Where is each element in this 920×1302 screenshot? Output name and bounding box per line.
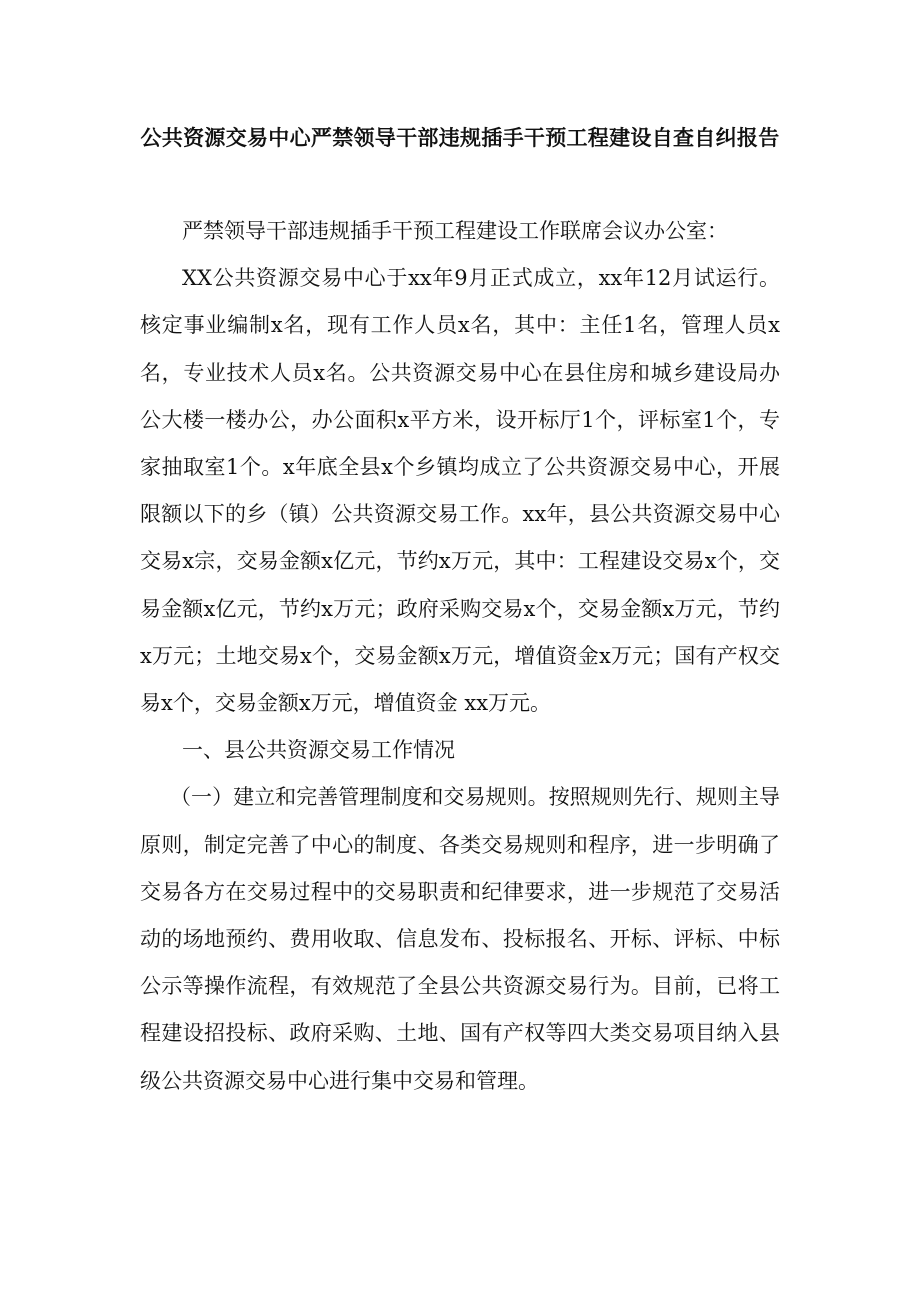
document-title: 公共资源交易中心严禁领导干部违规插手干预工程建设自查自纠报告 (140, 126, 780, 150)
salutation-line: 严禁领导干部违规插手干预工程建设工作联席会议办公室： (182, 219, 728, 243)
subsection-paragraph: （一）建立和完善管理制度和交易规则。按照规则先行、规则主导原则，制定完善了中心的制度、各类交易规则和程序，进一步明确了交易各方在交易过程中的交易职责和纪律要求，进一步规范了交易活动的场地预约、费用收取、信息发布、投标报名、开标、评标、中标公示等操作流程，有效规范了全县公共资源交易行为。目前，已将工程建设招投标、政府采购、土地、国有产权等四大类交易项目纳入县级公共资源交易中心进行集中交易和管理。 (140, 785, 780, 1093)
section-heading: 一、县公共资源交易工作情况 (182, 738, 455, 763)
overview-paragraph: XX公共资源交易中心于xx年9月正式成立，xx年12月试运行。核定事业编制x名，现有工作人员x名，其中：主任1名，管理人员x名，专业技术人员x名。公共资源交易中心在县住房和城乡建设局办公大楼一楼办公，办公面积x平方米，设开标厅1个，评标室1个，专家抽取室1个。x年底全县x个乡镇均成立了公共资源交易中心，开展限额以下的乡（镇）公共资源交易工作。xx年，县公共资源交易中心交易x宗，交易金额x亿元，节约x万元，其中：工程建设交易x个，交易金额x亿元，节约x万元；政府采购交易x个，交易金额x万元，节约x万元；土地交易x个，交易金额x万元，增值资金x万元；国有产权交易x个，交易金额x万元，增值资金 xx万元。 (140, 266, 780, 716)
document-body (140, 208, 780, 1105)
